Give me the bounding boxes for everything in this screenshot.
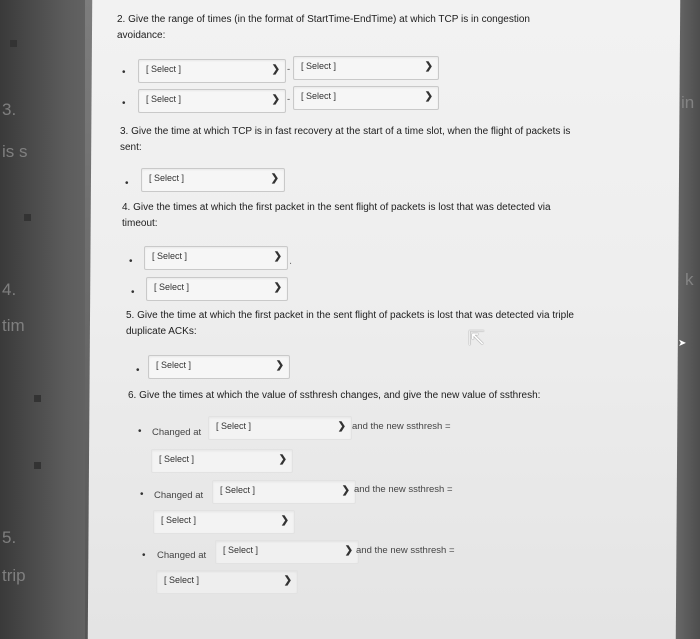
changed-at-label: Changed at: [154, 490, 204, 501]
select-value: [ Select ]: [154, 282, 190, 292]
q6-value-select-3[interactable]: [156, 570, 298, 594]
changed-at-label: Changed at: [157, 550, 207, 561]
bullet: •: [122, 98, 126, 109]
q6-value-select-2[interactable]: [153, 510, 295, 534]
ghost-bullet: [34, 462, 41, 469]
bullet: •: [125, 178, 129, 189]
select-value: [ Select ]: [216, 421, 252, 431]
q2-start-select-2[interactable]: [138, 89, 286, 113]
ghost-text: 4.: [2, 280, 17, 299]
q4-select-1[interactable]: [144, 246, 288, 270]
ghost-text: tim: [2, 316, 25, 335]
ghost-text: trip: [2, 566, 26, 585]
select-value: [ Select ]: [164, 575, 200, 585]
q3-select[interactable]: [141, 168, 285, 192]
chevron-down-icon: ❯: [344, 545, 353, 556]
ghost-bullet: [24, 214, 31, 221]
question-6-text: 6. Give the times at which the value of ssthresh changes, and give the new value of ssthresh:: [128, 390, 541, 401]
chevron-down-icon: ❯: [270, 173, 279, 184]
ghost-text: k: [685, 270, 694, 289]
chevron-down-icon: ❯: [424, 61, 433, 72]
question-4-text: 4. Give the times at which the first packet in the sent flight of packets is lost that was detected via timeout:: [122, 202, 551, 229]
q6-value-select-1[interactable]: [151, 449, 293, 473]
bullet: •: [140, 489, 144, 500]
select-value: [ Select ]: [220, 485, 256, 495]
question-2-text: 2. Give the range of times (in the format of StartTime-EndTime) at which TCP is in congestion avoidance:: [117, 14, 530, 41]
chevron-down-icon: ❯: [283, 575, 292, 586]
chevron-down-icon: ❯: [337, 421, 346, 432]
chevron-down-icon: ❯: [271, 64, 280, 75]
select-value: [ Select ]: [149, 173, 185, 183]
chevron-down-icon: ❯: [273, 251, 282, 262]
arrow-icon: ➤: [678, 338, 687, 349]
ghost-bullet: [34, 395, 41, 402]
new-ssthresh-label: and the new ssthresh =: [356, 545, 455, 556]
chevron-down-icon: ❯: [280, 515, 289, 526]
ghost-text: 5.: [2, 528, 17, 547]
chevron-down-icon: ❯: [278, 454, 287, 465]
dash: -: [287, 94, 291, 105]
chevron-down-icon: ❯: [341, 485, 350, 496]
select-value: [ Select ]: [156, 360, 192, 370]
ghost-text: is s: [2, 142, 28, 161]
bullet: •: [129, 256, 133, 267]
q6-time-select-2[interactable]: [212, 480, 356, 504]
select-value: [ Select ]: [301, 61, 337, 71]
bullet: •: [131, 287, 135, 298]
punctuation-dot: .: [289, 255, 293, 267]
q6-time-select-1[interactable]: [208, 416, 352, 440]
question-3-text: 3. Give the time at which TCP is in fast recovery at the start of a time slot, when the flight of packets is sent:: [120, 126, 571, 153]
select-value: [ Select ]: [146, 94, 182, 104]
ghost-text: in: [681, 93, 695, 112]
question-5-text: 5. Give the time at which the first packet in the sent flight of packets is lost that was detected via triple duplicate ACKs:: [126, 310, 574, 337]
bullet: •: [142, 550, 146, 561]
select-value: [ Select ]: [301, 91, 337, 101]
bullet: •: [122, 67, 126, 78]
q2-end-select-1[interactable]: [293, 56, 439, 80]
select-value: [ Select ]: [152, 251, 188, 261]
chevron-down-icon: ❯: [273, 282, 282, 293]
q4-select-2[interactable]: [146, 277, 288, 301]
q5-select[interactable]: [148, 355, 290, 379]
bullet: •: [136, 365, 140, 376]
new-ssthresh-label: and the new ssthresh =: [352, 421, 451, 432]
q6-time-select-3[interactable]: [215, 540, 359, 564]
select-value: [ Select ]: [146, 64, 182, 74]
select-value: [ Select ]: [159, 454, 195, 464]
dash: -: [287, 64, 291, 75]
changed-at-label: Changed at: [152, 427, 202, 438]
ghost-text: 3.: [2, 100, 17, 119]
select-value: [ Select ]: [223, 545, 259, 555]
chevron-down-icon: ❯: [271, 94, 280, 105]
ghost-bullet: [10, 40, 17, 47]
chevron-down-icon: ❯: [275, 360, 284, 371]
new-ssthresh-label: and the new ssthresh =: [354, 484, 453, 495]
select-value: [ Select ]: [161, 515, 197, 525]
mouse-pointer-icon: ⇱: [468, 328, 485, 350]
q2-start-select-1[interactable]: [138, 59, 286, 83]
q2-end-select-2[interactable]: [293, 86, 439, 110]
bullet: •: [138, 426, 142, 437]
chevron-down-icon: ❯: [424, 91, 433, 102]
